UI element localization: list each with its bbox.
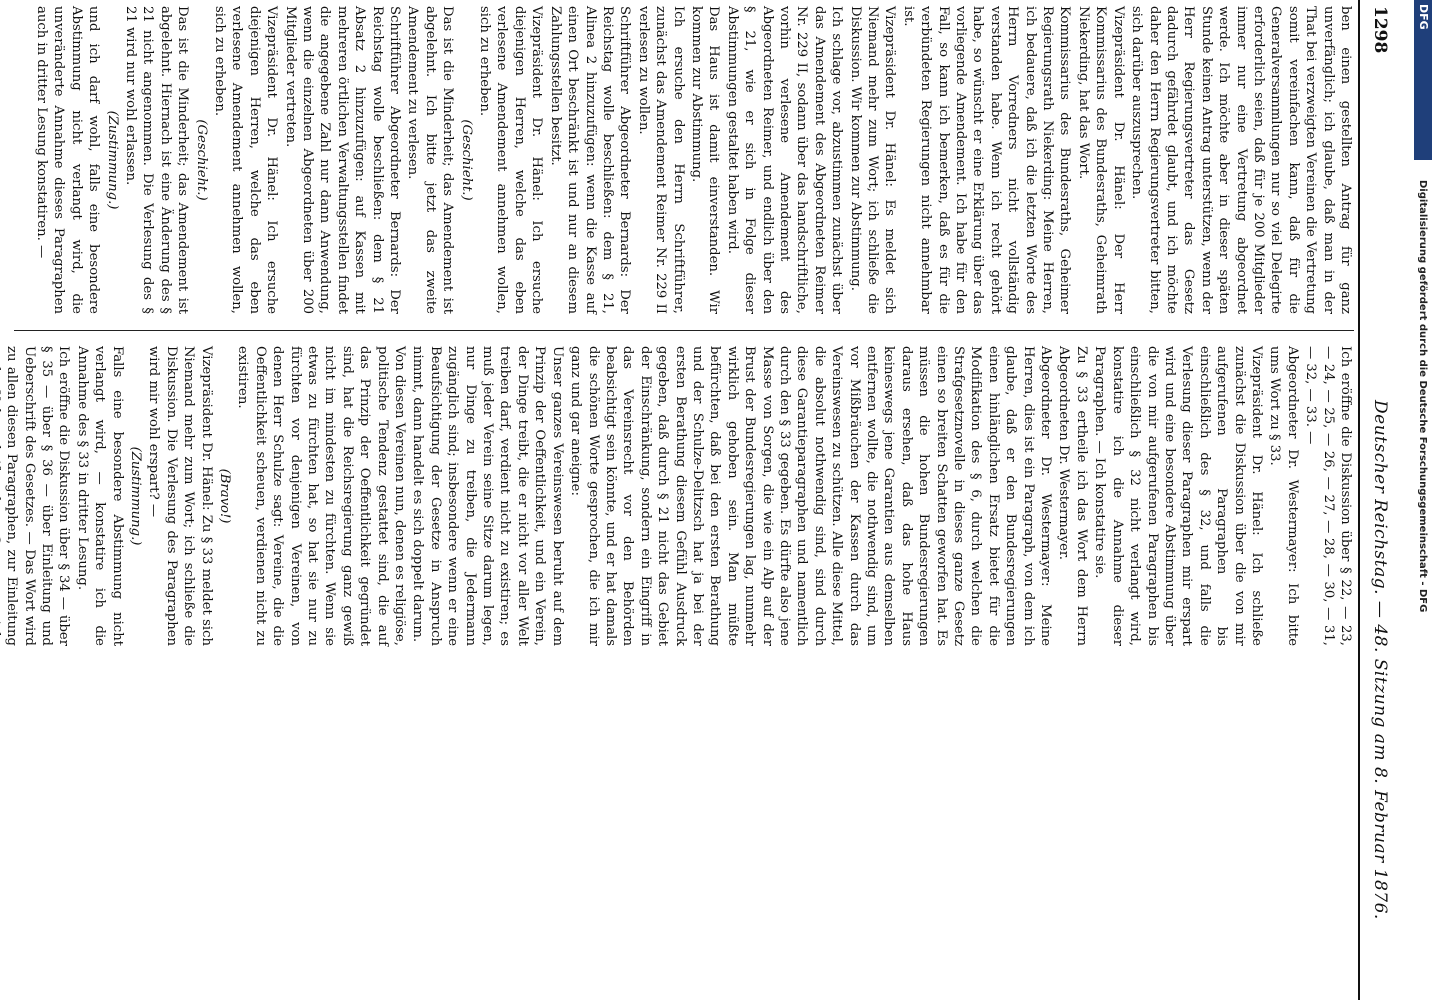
paragraph: Vizepräsident Dr. Hänel: Ich ersuche diejenigen Herren, welche das eben verlesene Amendement annehmen wollen, sich zu erheben. (212, 6, 280, 314)
digitization-note: Digitalisierung gefördert durch die Deutsche Forschungsgemeinschaft - DFG (1417, 180, 1428, 613)
paragraph: Ich ersuche den Herrn Schriftführer, zunächst das Amendement Reimer Nr. 229 II verlesen zu wollen. (635, 6, 686, 314)
dfg-logo-text: DFG (1417, 4, 1430, 30)
paragraph: Abgeordneter Dr. Westermayer: Meine Herren, dies ist ein Paragraph, von dem ich glaube, daß er den Bundesregierungen einen hinlänglichen Ersatz bietet für die Modifikation des § 6, durch welchen die Strafgesetznovelle in dieses ganze Gesetz einen so breiten Schatten geworfen hat. Es müssen die hohen Bundesregierungen daraus ersehen, daß das hohe Haus keineswegs jene Garantien aus demselben entfernen wollte, die nothwendig sind, um vor Mißbräuchen der Kassen durch das Vereinswesen zu schützen. Alle diese Mittel, die absolut nothwendig sind, sind durch diese Garantieparagraphen und namentlich durch den § 33 gegeben. Es dürfte also jene Masse von Sorgen, die wie ein Alp auf der Brust der Bundesregierungen lag, nunmehr wirklich gehoben sein. Man müßte befürchten, daß bei den ersten Berathung und der Schulze-Delitzsch hat ja bei der ersten Berathung diesem Gefühl Ausdruck gegeben, daß durch § 21 nicht das Gebiet der Einschränkung, sondern ein Eingriff in das Vereinsrecht vor den Behörden beabsichtigt sein könnte, und er hat damals die schönen Worte gesprochen, die ich mir ganz und gar aneigne: (568, 346, 1054, 646)
paragraph: Ich eröffne die Diskussion über § 22, — 23, — 24, — 25, — 26, — 27, — 28, — 30, — 31, — 32, — 33. — (1303, 346, 1353, 646)
paragraph: Von diesen Vereinen nun, denen es religiöse, politische Tendenz gestattet sind, die auf das Prinzip der Oeffentlichkeit gegründet sind, hat die Reichsregierung ganz gewiß nicht im mindesten zu fürchten. Wenn sie etwas zu fürchten hat, so hat sie nur zu fürchten vor denjenigen Vereinen, von denen Herr Schulze sagt: Vereine, die die Oeffentlichkeit scheuen, verdienen nicht zu existiren. (235, 346, 408, 646)
paragraph: Vizepräsident Dr. Hänel: Zu § 33 meldet sich Niemand mehr zum Wort; ich schließe die Diskussion. Die Verlesung des Paragraphen wird mir wohl erspart? — (146, 346, 214, 646)
right-column (0, 346, 1354, 646)
paragraph: Abgeordneter Dr. Westermayer: Ich bitte ums Wort zu § 33. (1267, 346, 1300, 646)
stage-direction: (Zustimmung.) (104, 110, 120, 210)
page-number: 1298 (1370, 6, 1390, 54)
stage-direction: (Bravo!) (217, 468, 232, 524)
page-title: Deutscher Reichstag. — 48. Sitzung am 8. Februar 1876. (1370, 400, 1390, 920)
paragraph: Das Haus ist damit einverstanden. Wir kommen zur Abstimmung. (688, 6, 722, 314)
paragraph: Das ist die Minderheit; das Amendement ist abgelehnt. Ich bitte jetzt das zweite Amendement zu verlesen. (405, 6, 456, 314)
paragraph: Ich eröffne die Diskussion über § 34 — über § 35 — über § 36 — über Einleitung und Ueberschrift des Gesetzes. — Das Wort wird zu allen diesen Paragraphen, zur Einleitung (4, 346, 72, 646)
paragraph: Zu § 33 ertheile ich das Wort dem Herrn Abgeordneten Dr. Westermayer. (1056, 346, 1089, 646)
left-column (32, 6, 1354, 314)
paragraph: Falls eine besondere Abstimmung nicht verlangt wird, — konstatire ich die Annahme des § 33 in dritter Lesung. (74, 346, 125, 646)
paragraph: Das ist die Minderheit; das Amendement ist abgelehnt. Hiernach ist eine Änderung des § 21 nicht angenommen. Die Verlesung des § 21 wird nur wohl erlassen. (122, 6, 191, 314)
column-divider (14, 330, 1354, 331)
stage-direction: (Geschieht.) (458, 119, 474, 201)
paragraph: Schriftführer Abgeordneter Bernards: Der Reichstag wolle beschließen: dem § 21, Alinea 2 hinzuzufügen: wenn die Kasse auf einen Ort beschränkt ist und nur an diesem Zahlungsstellen besitzt. (547, 6, 633, 314)
paragraph: Kommissarius des Bundesraths, Geheimer Regierungsrath Niekerding: Meine Herren, ich bedauere, daß ich die letzten Worte des Herrn Vorredners nicht vollständig verstanden habe. Wenn ich recht gehört habe, so wünscht er eine Erklärung über das vorliegende Amendement. Ich habe für den Fall, so kann ich bemerken, daß es für die verbündeten Regierungen nicht annehmbar ist. (900, 6, 1073, 314)
paragraph: Vizepräsident Dr. Hänel: Ich schließe zunächst die Diskussion über die von mir aufgerufenen Paragraphen bis einschließlich des § 32, und falls die Verlesung dieser Paragraphen mir erspart wird und eine besondere Abstimmung über die von mir aufgerufenen Paragraphen bis einschließlich § 32 nicht verlangt wird, konstatire ich die Annahme dieser Paragraphen. — Ich konstatire sie. (1092, 346, 1264, 646)
paragraph: Schriftführer Abgeordneter Bernards: Der Reichstag wolle beschließen: dem § 21 Absatz 2 hinzuzufügen: auf Kassen mit mehreren örtlichen Verwaltungsstellen findet die angegebene Zahl nur dann Anwendung, wenn die einzelnen Abgeordneten über 200 Mitglieder vertreten. (282, 6, 403, 314)
stage-direction: (Geschieht.) (193, 119, 209, 201)
paragraph: Ich schlage vor, abzustimmen zunächst über das Amendement des Abgeordneten Reimer Nr. 229 II, sodann über das handschriftliche, vorhin verlesene Amendement des Abgeordneten Reimer, und endlich über den § 21, wie er sich in Folge dieser Abstimmungen gestaltet haben wird. (724, 6, 845, 314)
stage-direction: (Zustimmung.) (127, 446, 143, 546)
dfg-logo (1414, 0, 1432, 160)
paragraph: Vizepräsident Dr. Hänel: Es meldet sich Niemand mehr zum Wort; ich schließe die Diskussion. Wir kommen zur Abstimmung. (847, 6, 898, 314)
paragraph: und ich darf wohl, falls eine besondere Abstimmung nicht verlangt wird, die unveränderte Annahme dieses Paragraphen auch in dritter Lesung konstatiren. — (33, 6, 102, 314)
quotation: Unser ganzes Vereinswesen beruht auf dem Prinzip der Oeffentlichkeit, und ein Verein, der Dinge treibt, die er nicht vor aller Welt treiben darf, verdient nicht zu existiren; es muß jeder Verein seine Sitze darum legen, nur Dinge zu treiben, die Jedermann zugänglich sind; insbesondere wenn er eine Beaufsichtigung der Gesetze in Anspruch nimmt, dann handelt es sich doppelt darum. (410, 346, 565, 646)
paragraph: Vizepräsident Dr. Hänel: Ich ersuche diejenigen Herren, welche das eben verlesene Amendement annehmen wollen, sich zu erheben. (477, 6, 545, 314)
header-rule (1358, 0, 1360, 1000)
paragraph: ben einen gestellten Antrag für ganz unverfänglich; ich glaube, daß man in der That bei verzweigten Vereinen die Vertretung somit vereinfachen kann, daß für die Generalversammlungen nur so viel Delegirte erforderlich seien, daß für je 200 Mitglieder immer nur eine Vertretung abgeordnet werde. Ich möchte aber in dieser späten Stunde keinen Antrag unterstützen, wenn der Herr Regierungsvertreter das Gesetz dadurch gefährdet glaubt, und ich möchte daher den Herrn Regierungsvertreter bitten, sich darüber auszusprechen. (1129, 6, 1353, 314)
paragraph: Vizepräsident Dr. Hänel: Der Herr Kommissarius des Bundesraths, Geheimrath Niekerding, hat das Wort. (1075, 6, 1126, 314)
page-header (1364, 0, 1390, 1000)
